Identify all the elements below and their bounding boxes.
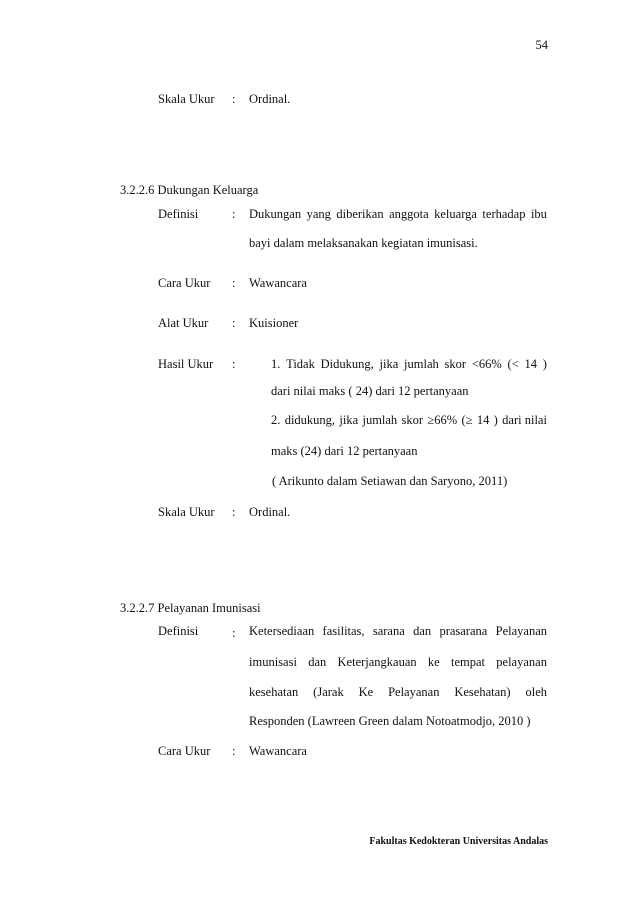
- word: (<: [507, 357, 519, 371]
- word: skor: [401, 413, 424, 427]
- cara-ukur-colon-326: :: [232, 276, 236, 290]
- skala-ukur-label-top: Skala Ukur: [158, 92, 215, 106]
- cara-ukur-value-327: Wawancara: [249, 744, 307, 758]
- word: ibu: [530, 207, 547, 221]
- word: imunisasi: [249, 655, 297, 669]
- definisi-colon-327: :: [232, 626, 236, 640]
- definisi-line2-326: bayi dalam melaksanakan kegiatan imunisasi.: [249, 236, 478, 250]
- word: ke: [427, 655, 440, 669]
- word: yang: [306, 207, 331, 221]
- definisi-line3-327: [249, 685, 547, 700]
- word: Pelayanan: [388, 685, 440, 699]
- alat-ukur-colon-326: :: [232, 316, 236, 330]
- word: Keterjangkauan: [337, 655, 417, 669]
- word: jika: [379, 357, 399, 371]
- word: 2.: [271, 413, 281, 427]
- section-327-heading: 3.2.2.7 Pelayanan Imunisasi: [120, 601, 261, 615]
- cara-ukur-value-326: Wawancara: [249, 276, 307, 290]
- word: dan: [413, 624, 432, 638]
- section-326-heading: 3.2.2.6 Dukungan Keluarga: [120, 183, 259, 197]
- word: ): [542, 357, 547, 371]
- word: fasilitas,: [322, 624, 365, 638]
- word: didukung,: [284, 413, 336, 427]
- definisi-colon-326: :: [232, 207, 236, 221]
- alat-ukur-value-326: Kuisioner: [249, 316, 299, 330]
- word: sarana: [372, 624, 405, 638]
- definisi-line1-326: [249, 207, 547, 222]
- hasil-item1-line1: [271, 357, 547, 372]
- word: skor: [444, 357, 467, 371]
- word: oleh: [525, 685, 547, 699]
- hasil-ukur-label-326: Hasil Ukur: [158, 357, 214, 371]
- hasil-citation: ( Arikunto dalam Setiawan dan Saryono, 2011): [272, 474, 508, 488]
- definisi-line2-327: [249, 655, 547, 670]
- word: dari nilai: [502, 413, 547, 427]
- word: pelayanan: [496, 655, 547, 669]
- alat-ukur-label-326: Alat Ukur: [158, 316, 209, 330]
- definisi-label-326: Definisi: [158, 207, 199, 221]
- word: prasarana: [439, 624, 488, 638]
- word: 1.: [271, 357, 281, 371]
- skala-ukur-label-326: Skala Ukur: [158, 505, 215, 519]
- word: Kesehatan): [454, 685, 511, 699]
- hasil-item1-line2: dari nilai maks ( 24) dari 12 pertanyaan: [271, 384, 469, 398]
- word: (≥: [461, 413, 473, 427]
- cara-ukur-colon-327: :: [232, 744, 236, 758]
- word: terhadap: [482, 207, 526, 221]
- word: kesehatan: [249, 685, 299, 699]
- hasil-item2-line2: maks (24) dari 12 pertanyaan: [271, 444, 418, 458]
- word: <66%: [471, 357, 502, 371]
- hasil-item2-line1: [271, 413, 547, 428]
- skala-ukur-value-top: Ordinal.: [249, 92, 291, 106]
- word: Ketersediaan: [249, 624, 315, 638]
- word: dan: [308, 655, 327, 669]
- cara-ukur-label-326: Cara Ukur: [158, 276, 211, 290]
- page-number: 54: [535, 38, 548, 52]
- definisi-line4-327: Responden (Lawreen Green dalam Notoatmodjo, 2010 ): [249, 714, 531, 728]
- word: diberikan: [336, 207, 384, 221]
- skala-ukur-colon-326: :: [232, 505, 236, 519]
- word: Didukung,: [320, 357, 374, 371]
- word: jumlah: [404, 357, 439, 371]
- hasil-ukur-colon-326: :: [232, 357, 236, 371]
- word: ): [493, 413, 498, 427]
- word: ≥66%: [427, 413, 458, 427]
- definisi-label-327: Definisi: [158, 624, 199, 638]
- definisi-line1-327: [249, 624, 547, 639]
- footer-faculty: Fakultas Kedokteran Universitas Andalas: [369, 836, 548, 847]
- word: tempat: [451, 655, 486, 669]
- cara-ukur-label-327: Cara Ukur: [158, 744, 211, 758]
- word: Tidak: [286, 357, 315, 371]
- word: Dukungan: [249, 207, 302, 221]
- word: anggota: [389, 207, 429, 221]
- word: Ke: [358, 685, 374, 699]
- skala-ukur-value-326: Ordinal.: [249, 505, 291, 519]
- word: jika: [339, 413, 359, 427]
- skala-ukur-colon-top: :: [232, 92, 236, 106]
- word: (Jarak: [313, 685, 344, 699]
- word: Pelayanan: [495, 624, 547, 638]
- word: 14: [524, 357, 538, 371]
- word: keluarga: [434, 207, 477, 221]
- word: 14: [476, 413, 490, 427]
- word: jumlah: [362, 413, 398, 427]
